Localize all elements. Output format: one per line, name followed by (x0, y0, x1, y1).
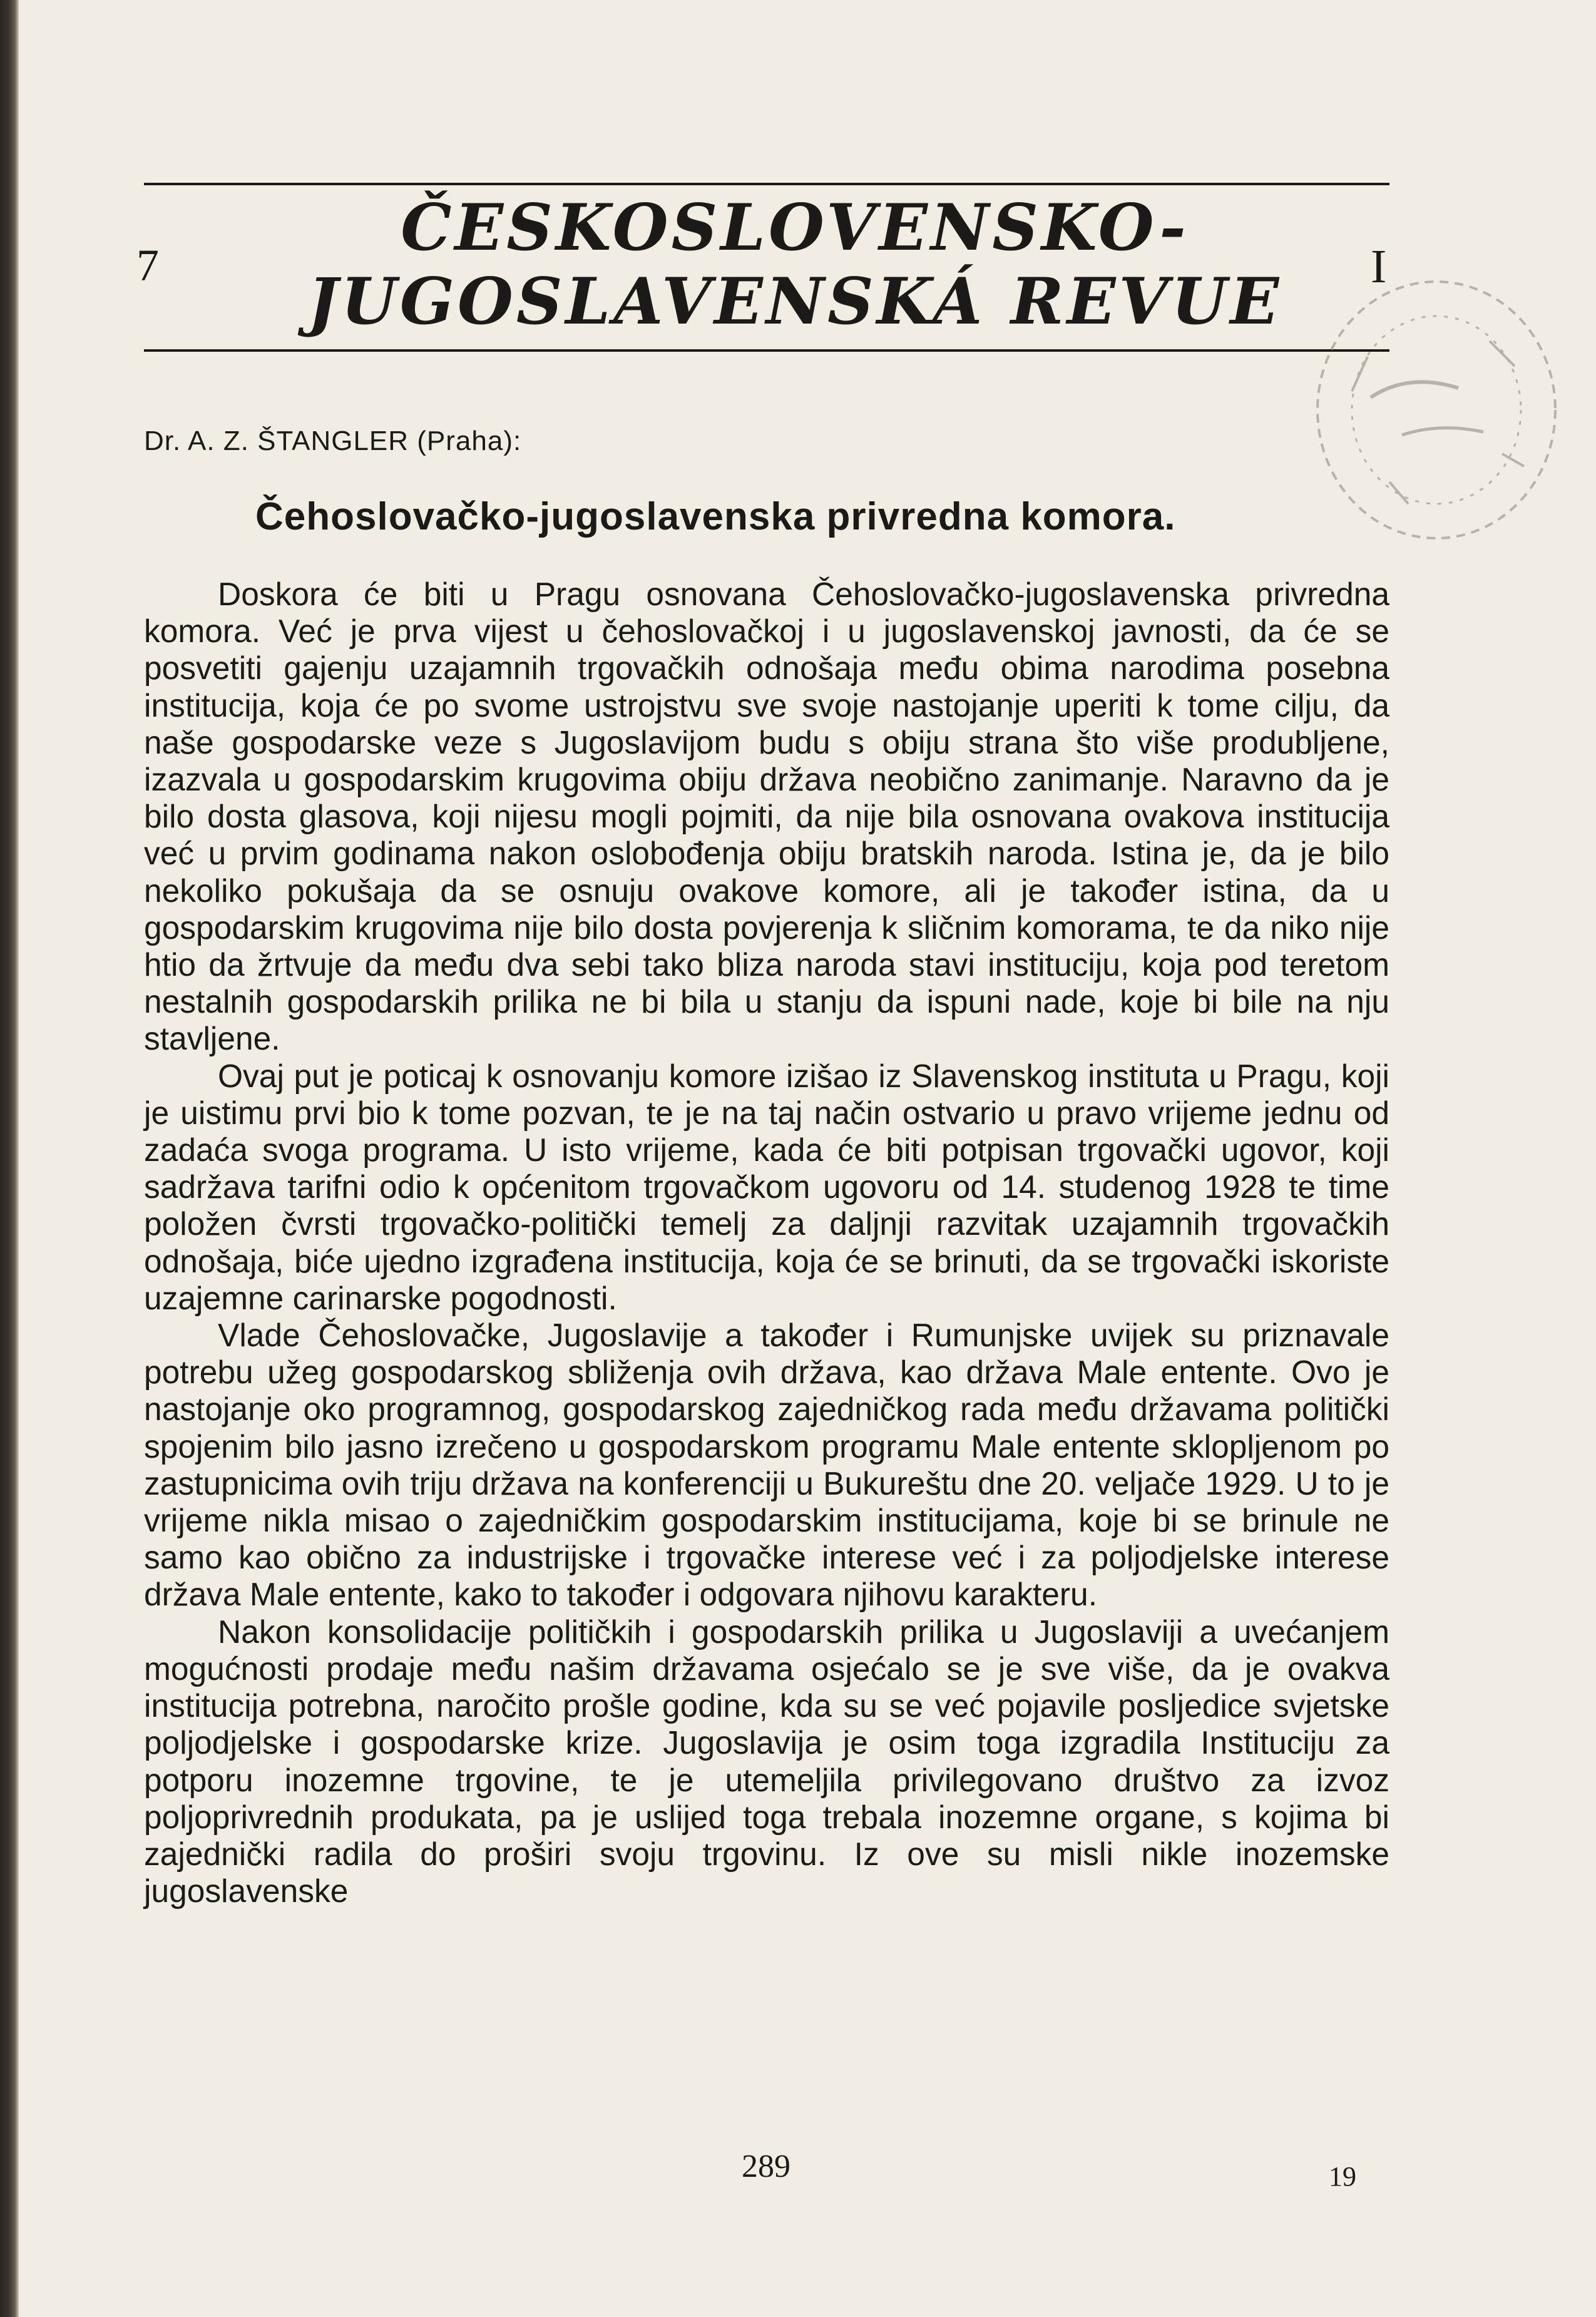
journal-masthead (263, 191, 1327, 339)
article-title: Čehoslovačko-jugoslavenska privredna komora. (255, 495, 1176, 538)
volume-roman-numeral: I (1371, 240, 1387, 293)
masthead-line-1: ČESKOSLOVENSKO- (401, 190, 1189, 265)
library-stamp-icon (1302, 266, 1565, 554)
page-number: 289 (742, 2149, 790, 2184)
masthead-line-2: JUGOSLAVENSKÁ REVUE (307, 264, 1282, 339)
masthead-top-rule (144, 183, 1389, 185)
paragraph: Vlade Čehoslovačke, Jugoslavije a također i Rumunjske uvijek su priznavale potrebu užeg gospodarskog sbliženja ovih država, kao država Male entente. Ovo je nastojanje oko programnog, gospodarskog zajedničkog rada među državama politički spojenim bilo jasno izrečeno u gospodarskom programu Male entente sklopljenom po zastupnicima ovih triju država na konferenciji u Bukureštu dne 20. veljače 1929. U to je vrijeme nikla misao o zajedničkim gospodarskim institucijama, koje bi se brinule ne samo kao obično za industrijske i trgovačke interese već i za poljodjelske interese država Male entente, kako to također i odgovara njihovu karakteru. (144, 1317, 1389, 1613)
article-author: Dr. A. Z. ŠTANGLER (Praha): (144, 426, 522, 456)
paragraph: Ovaj put je poticaj k osnovanju komore izišao iz Slavenskog instituta u Pragu, koji je uistimu prvi bio k tome pozvan, te je na taj način ostvario u pravo vrijeme jednu od zadaća svoga programa. U isto vrijeme, kada će biti potpisan trgovački ugovor, koji sadržava tarifni odio k općenitom trgovačkom ugovoru od 14. studenog 1928 te time položen čvrsti trgovačko-politički temelj za daljnji razvitak uzajamnih trgovačkih odnošaja, biće ujedno izgrađena institucija, koja će se brinuti, da se trgovački iskoriste uzajemne carinarske pogodnosti. (144, 1057, 1389, 1316)
paragraph: Doskora će biti u Pragu osnovana Čehoslovačko-jugoslavenska privredna komora. Već je prva vijest u čehoslovačkoj i u jugoslavenskoj javnosti, da će se posvetiti gajenju uzajamnih trgovačkih odnošaja među obima narodima posebna institucija, koja će po svome ustrojstvu sve svoje nastojanje uperiti k tome cilju, da naše gospodarske veze s Jugoslavijom budu s obiju strana što više produbljene, izazvala u gospodarskim krugovima obiju država neobično zanimanje. Naravno da je bilo dosta glasova, koji nijesu mogli pojmiti, da nije bila osnovana ovakova institucija već u prvim godinama nakon oslobođenja obiju bratskih naroda. Istina je, da je bilo nekoliko pokušaja da se osnuju ovakove komore, ali je također istina, da u gospodarskim krugovima nije bilo dosta povjerenja k sličnim komorama, te da niko nije htio da žrtvuje da među dva sebi tako bliza naroda stavi instituciju, koja pod teretom nestalnih gospodarskih prilika ne bi bila u stanju da ispuni nade, koje bi bile na nju stavljene. (144, 576, 1389, 1057)
paragraph: Nakon konsolidacije političkih i gospodarskih prilika u Jugoslaviji a uvećanjem mogućnosti prodaje među našim državama osjećalo se je sve više, da je ovakva institucija potrebna, naročito prošle godine, kda su se već pojavile posljedice svjetske poljodjelske i gospodarske krize. Jugoslavija je osim toga izgradila Instituciju za potporu inozemne trgovine, te je utemeljila privilegovano društvo za izvoz poljoprivrednih produkata, pa je uslijed toga trebala inozemne organe, s kojima bi zajednički radila do proširi svoju trgovinu. Iz ove su misli nikle inozemske jugoslavenske (144, 1613, 1389, 1910)
article-body (144, 576, 1389, 1910)
masthead-bottom-rule (144, 349, 1389, 352)
volume-number: 7 (136, 240, 159, 290)
printer-signature-mark: 19 (1329, 2161, 1356, 2192)
